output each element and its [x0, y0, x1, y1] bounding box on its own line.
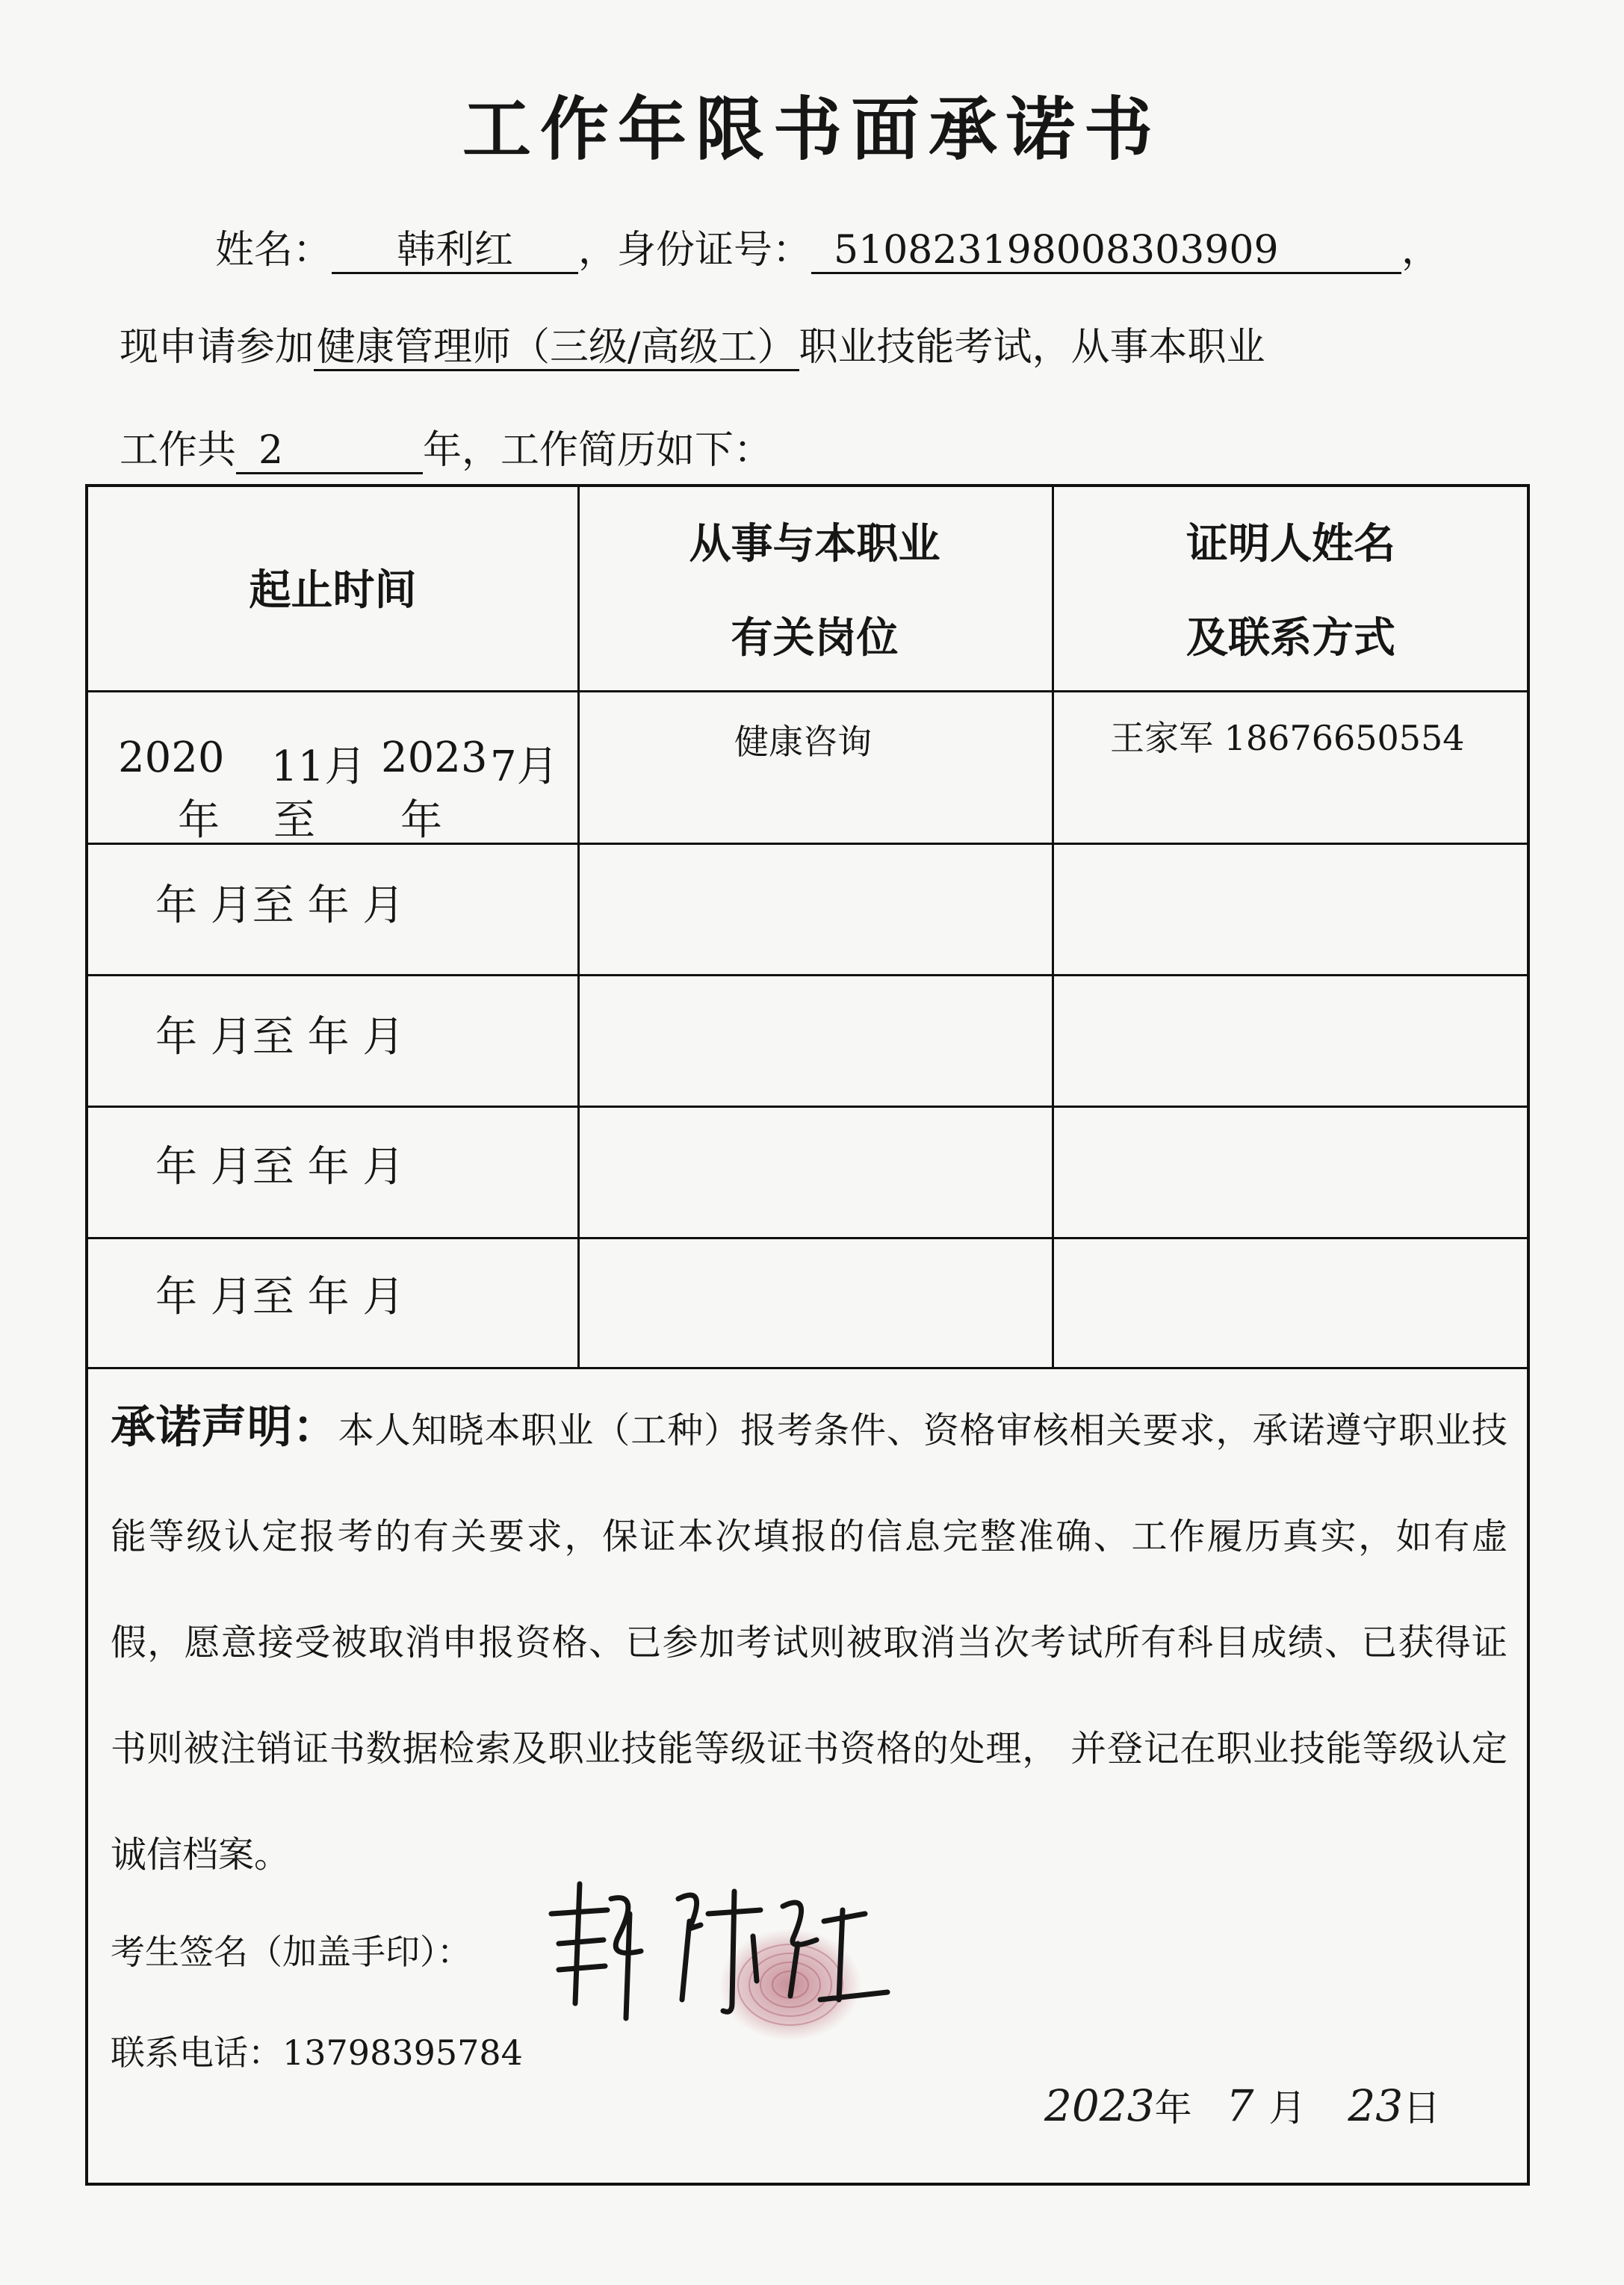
row4-period: 年 月至 年 月	[155, 1143, 405, 1191]
row-divider	[88, 974, 1530, 976]
sign-date	[1044, 2078, 1440, 2132]
id-number-field[interactable]: 510823198008303909	[811, 229, 1401, 274]
document-title: 工作年限书面承诺书	[462, 90, 1162, 170]
line1-end: ，	[1401, 228, 1441, 273]
name-id-line	[215, 218, 1440, 274]
row1-year-char: 年	[178, 796, 220, 845]
apply-prefix: 现申请参加	[120, 325, 314, 370]
row1-start-month: 11月	[271, 742, 367, 791]
date-day: 23	[1348, 2080, 1404, 2131]
handwritten-signature	[536, 1869, 910, 2044]
date-month-char: 月	[1268, 2086, 1307, 2130]
row1-end-month: 7月	[490, 742, 559, 791]
apply-line	[120, 315, 1265, 371]
row-divider	[88, 1106, 1530, 1108]
date-year-char: 年	[1154, 2086, 1192, 2130]
years-field[interactable]: 2	[236, 430, 423, 474]
years-suffix: 年，工作简历如下：	[423, 428, 773, 473]
name-field[interactable]: 韩利红	[332, 229, 578, 274]
phone-line	[111, 2026, 523, 2075]
header-witness-line1: 证明人姓名	[1186, 520, 1395, 568]
name-label: 姓名：	[215, 228, 332, 273]
row5-period: 年 月至 年 月	[155, 1273, 405, 1321]
years-prefix: 工作共	[120, 428, 237, 473]
years-line	[120, 418, 772, 474]
row1-end-year: 2023	[381, 734, 488, 782]
statement-divider	[88, 1367, 1530, 1369]
statement-label: 承诺声明：	[111, 1401, 338, 1454]
header-period: 起止时间	[249, 566, 417, 615]
phone-label: 联系电话：	[111, 2033, 282, 2073]
date-year: 2023	[1044, 2080, 1155, 2131]
row2-period: 年 月至 年 月	[155, 881, 405, 930]
commitment-statement	[111, 1374, 1507, 1908]
row-divider	[88, 1237, 1530, 1239]
row-divider	[88, 690, 1530, 692]
signature-label: 考生签名（加盖手印）：	[111, 1932, 471, 1972]
statement-text: 本人知晓本职业（工种）报考条件、资格审核相关要求，承诺遵守职业技能等级认定报考的有关要求，保证本次填报的信息完整准确、工作履历真实，如有虚假，愿意接受被取消申报资格、已参加考试则被取消当次考试所有科目成绩、已获得证书则被注销证书数据检索及职业技能等级证书资格的处理， 并登记在职业技能等级认定诚信档案。	[111, 1410, 1508, 1876]
apply-suffix: 职业技能考试，从事本职业	[799, 325, 1265, 370]
date-month: 7	[1226, 2080, 1254, 2131]
row1-to-char: 至	[273, 796, 315, 845]
header-witness-line2: 及联系方式	[1186, 614, 1395, 663]
header-position-line2: 有关岗位	[731, 614, 899, 663]
row3-period: 年 月至 年 月	[155, 1013, 405, 1061]
phone-number: 13798395784	[282, 2033, 523, 2073]
header-position-line1: 从事与本职业	[689, 520, 940, 568]
row1-year-char-2: 年	[400, 796, 442, 845]
occupation-field[interactable]: 健康管理师（三级/高级工）	[314, 326, 799, 371]
experience-form-frame	[85, 484, 1530, 2186]
row1-position: 健康咨询	[734, 722, 872, 762]
id-label: ，身份证号：	[578, 228, 812, 273]
row1-witness: 王家军 18676650554	[1110, 718, 1465, 758]
date-day-char: 日	[1403, 2086, 1441, 2130]
row1-start-year: 2020	[118, 734, 225, 782]
